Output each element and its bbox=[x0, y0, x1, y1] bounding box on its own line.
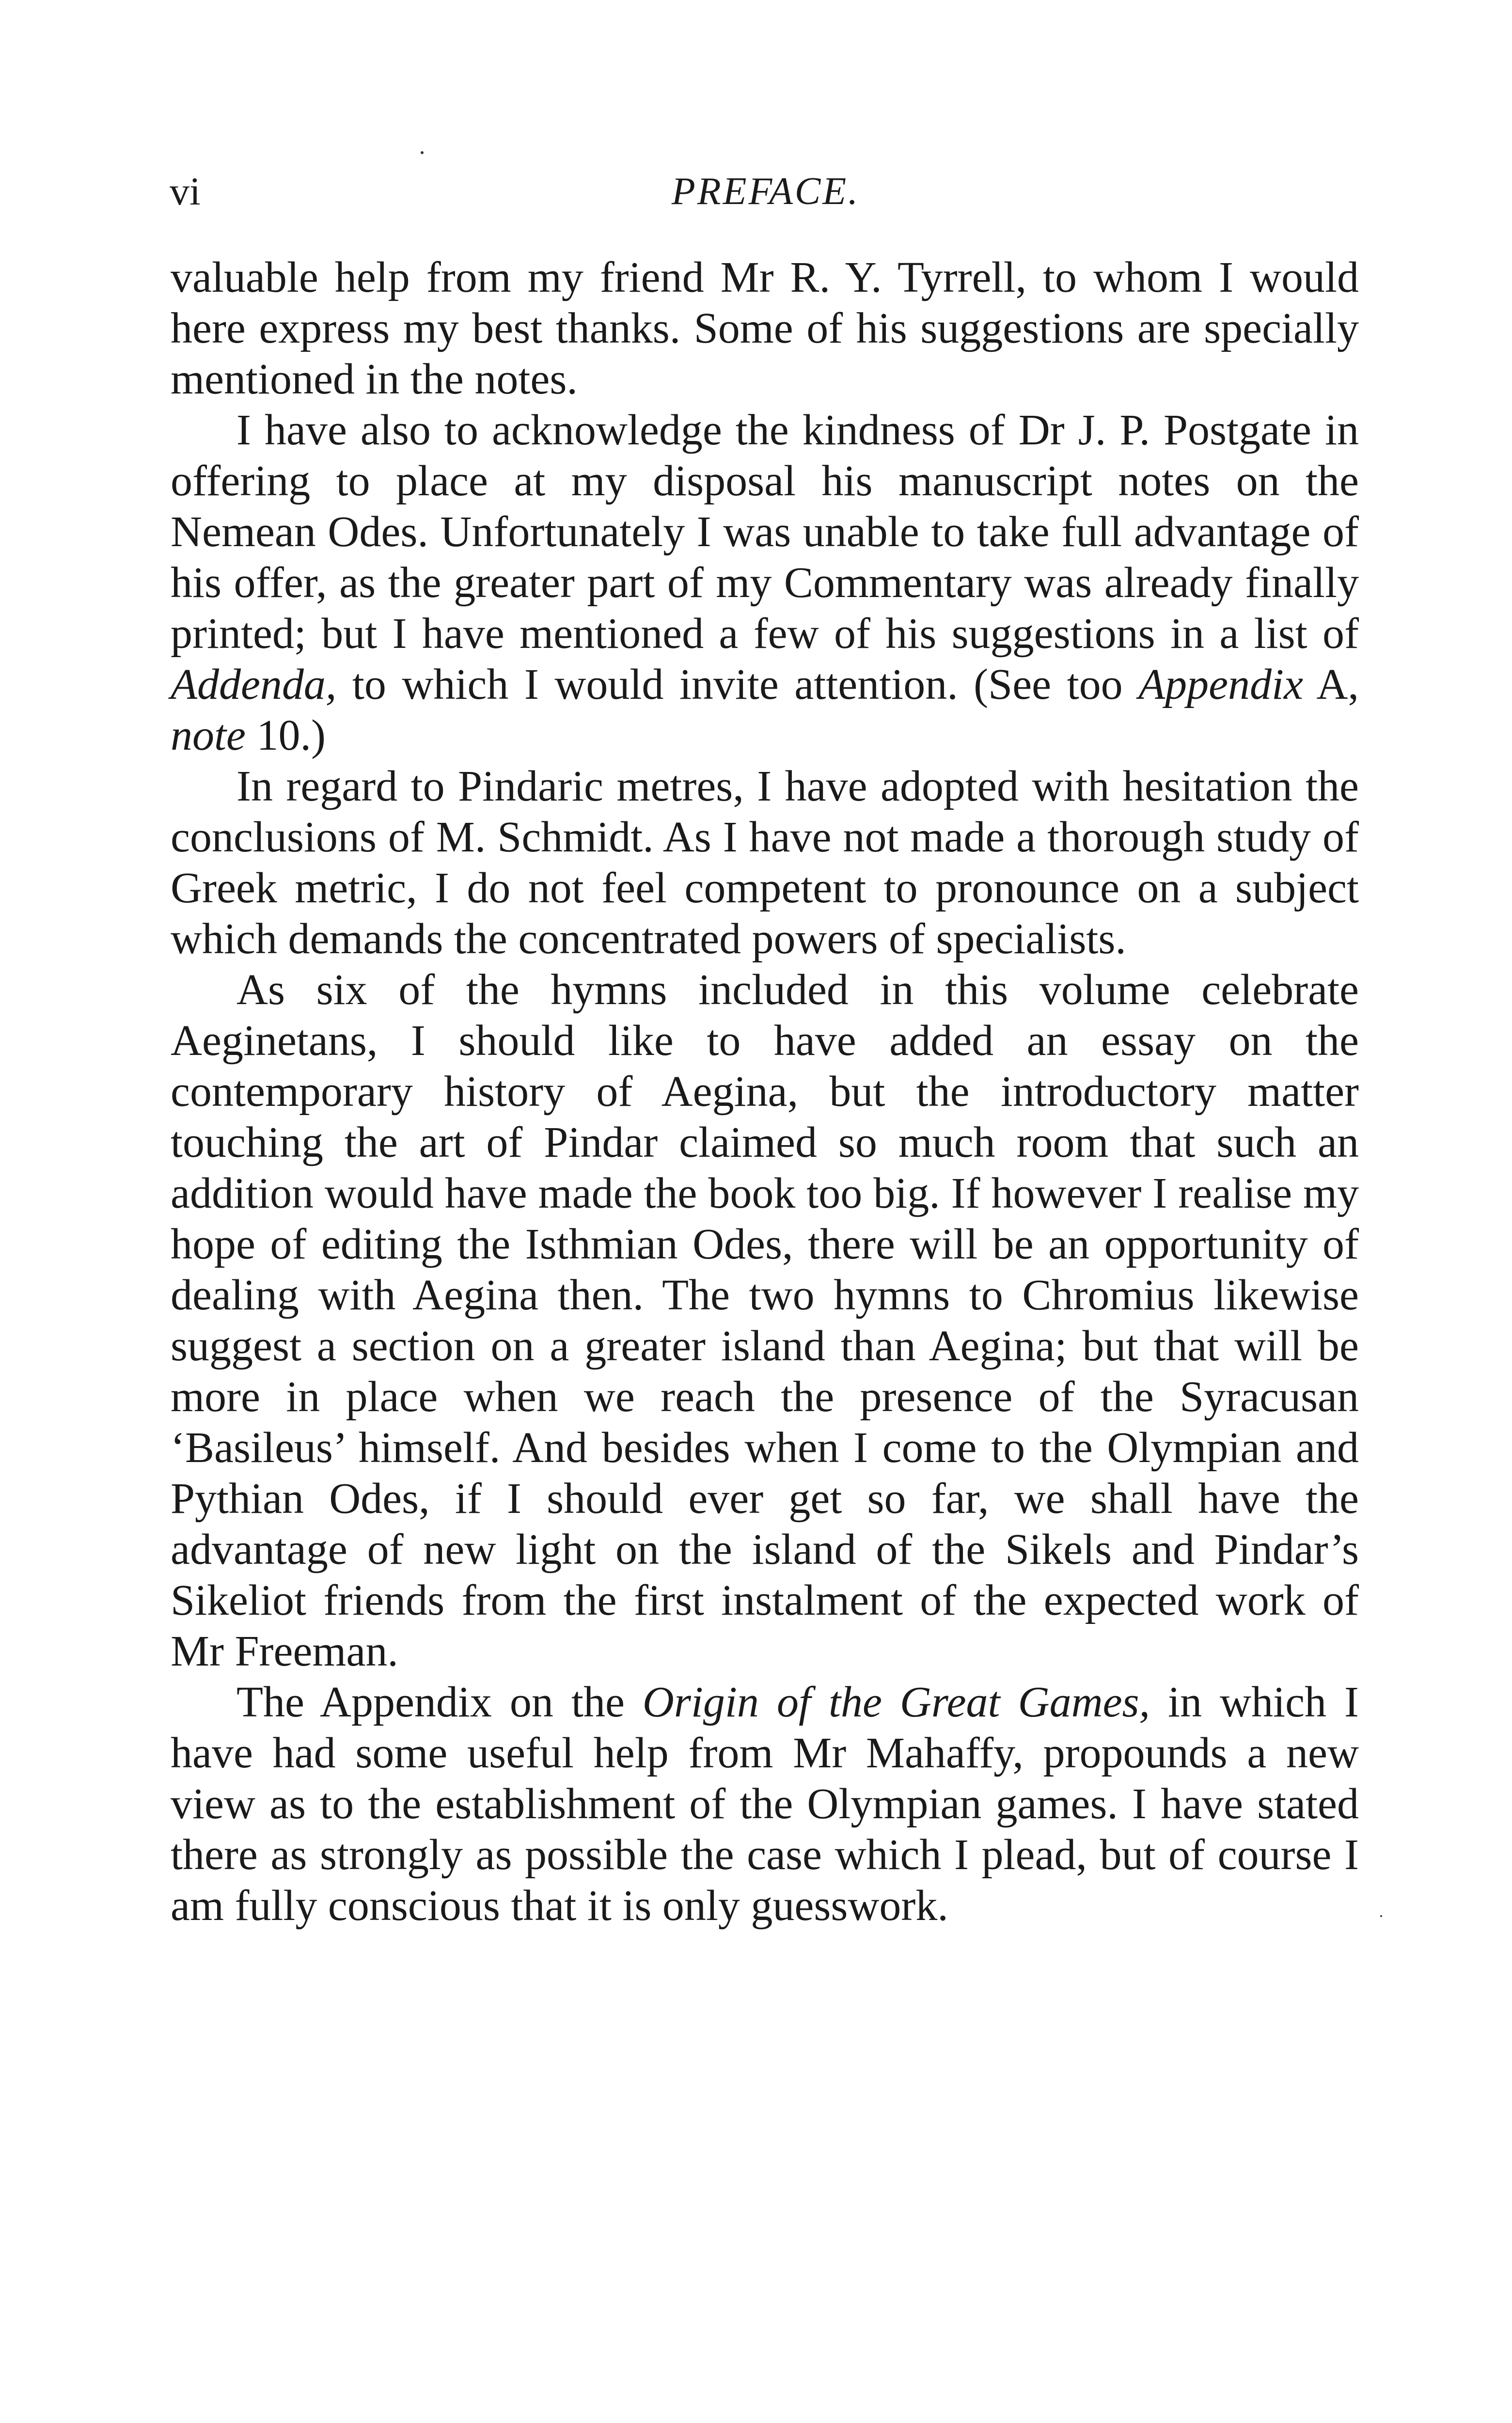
paragraph-1: valuable help from my friend Mr R. Y. Tyrrell, to whom I would here express my best thanks. Some of his suggestions are specially mentioned in the notes. bbox=[171, 253, 1359, 403]
paragraph-3: In regard to Pindaric metres, I have adopted with hesitation the conclusions of M. Schmidt. As I have not made a thorough study of Greek metric, I do not feel competent to pronounce on a subject which demands the concentrated powers of specialists. bbox=[171, 762, 1359, 963]
body-text bbox=[171, 252, 1359, 1931]
page-header bbox=[170, 165, 1362, 218]
running-head: PREFACE. bbox=[671, 170, 860, 213]
paragraph-2-text-1: I have also to acknowledge the kindness of Dr J. P. Postgate in offering to place at my disposal his manuscript notes on the Nemean Odes. Unfortunately I was unable to take full advantage of his offer, as the greater part of my Commentary was already finally printed; but I have mentioned a few of his suggestions in a list of bbox=[171, 406, 1359, 658]
appendix-italic: Appendix bbox=[1138, 661, 1303, 708]
paragraph-4: As six of the hymns included in this volume celebrate Aeginetans, I should like to have added an essay on the contemporary history of Aegina, but the introductory matter touching the art of Pindar claimed so much room that such an addition would have made the book too big. If however I realise my hope of editing the Isthmian Odes, there will be an opportunity of dealing with Aegina then. The two hymns to Chromius likewise suggest a section on a greater island than Aegina; but that will be more in place when we reach the presence of the Syracusan ‘Basileus’ himself. And besides when I come to the Olympian and Pythian Odes, if I should ever get so far, we shall have the advantage of new light on the island of the Sikels and Pindar’s Sikeliot friends from the first instalment of the expected work of Mr Freeman. bbox=[171, 966, 1359, 1675]
origin-title-italic: Origin of the Great Games, bbox=[642, 1678, 1150, 1726]
paragraph-5 bbox=[171, 1677, 1359, 1931]
paragraph-2 bbox=[171, 405, 1359, 761]
paragraph-2-text-4: 10.) bbox=[245, 711, 326, 759]
paragraph-2-text-2: to which I would invite attention. (See too bbox=[336, 661, 1139, 708]
addenda-italic: Addenda, bbox=[171, 661, 337, 708]
paragraph-2-text-3: A, bbox=[1303, 661, 1359, 708]
paragraph-5-text-1: The Appendix on the bbox=[236, 1678, 643, 1726]
paragraph-5-text-2: in which I have had some useful help from Mr Mahaffy, propounds a new view as to the establishment of the Olympian games. I have stated there as strongly as possible the case which I plead, but of course I am fully conscious that it is only guesswork. bbox=[171, 1678, 1359, 1930]
print-speck-right bbox=[1380, 1915, 1382, 1917]
page-number: vi bbox=[170, 169, 201, 213]
print-speck-top bbox=[421, 151, 424, 154]
note-italic: note bbox=[171, 711, 246, 759]
